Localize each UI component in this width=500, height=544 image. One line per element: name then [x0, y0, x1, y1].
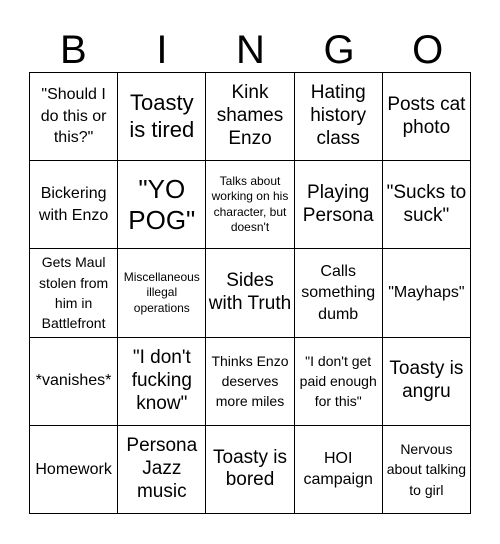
cell-text: Bickering with Enzo: [38, 185, 109, 224]
cell-text: Posts cat photo: [387, 93, 466, 138]
header-letter-g: G: [323, 28, 355, 72]
cell-text: Gets Maul stolen from him in Battlefront: [38, 254, 109, 332]
bingo-cell[interactable]: [30, 426, 118, 514]
bingo-cell[interactable]: [383, 249, 471, 337]
cell-text: "Sucks to suck": [386, 181, 467, 226]
bingo-cell[interactable]: [383, 426, 471, 514]
cell-text: "Mayhaps": [388, 284, 465, 302]
bingo-cell[interactable]: [295, 249, 383, 337]
bingo-cell[interactable]: [295, 426, 383, 514]
bingo-cell[interactable]: [383, 338, 471, 426]
bingo-cell[interactable]: [295, 73, 383, 161]
cell-text: Kink shames Enzo: [216, 82, 284, 149]
bingo-cell[interactable]: [30, 249, 118, 337]
cell-text: Toasty is angru: [389, 358, 464, 403]
cell-text: "YO POG": [128, 173, 196, 235]
bingo-cell[interactable]: [30, 161, 118, 249]
header-letter-b: B: [59, 28, 87, 72]
bingo-cell[interactable]: [118, 426, 206, 514]
bingo-cell[interactable]: [383, 161, 471, 249]
header-letter-i: I: [156, 28, 168, 72]
cell-text: Nervous about talking to girl: [386, 440, 467, 498]
header-letter-o: O: [412, 28, 444, 72]
cell-text: Toasty is tired: [129, 90, 195, 142]
cell-text: Persona Jazz music: [126, 435, 198, 502]
bingo-cell[interactable]: [295, 338, 383, 426]
bingo-cell[interactable]: [118, 249, 206, 337]
bingo-cell[interactable]: [206, 426, 294, 514]
cell-text: *vanishes*: [35, 372, 112, 390]
cell-text: "I don't fucking know": [131, 347, 192, 414]
bingo-cell[interactable]: [295, 161, 383, 249]
bingo-cell[interactable]: [383, 73, 471, 161]
cell-text: Toasty is bored: [213, 446, 287, 491]
bingo-cell[interactable]: [118, 338, 206, 426]
bingo-cell[interactable]: [206, 338, 294, 426]
bingo-cell[interactable]: [118, 161, 206, 249]
bingo-grid: [29, 72, 471, 514]
cell-text: Sides with Truth: [208, 270, 292, 314]
cell-text: Homework: [35, 460, 112, 478]
bingo-cell[interactable]: [118, 73, 206, 161]
header-letter-n: N: [236, 28, 265, 72]
bingo-cell[interactable]: [206, 161, 294, 249]
cell-text: Miscellaneous illegal operations: [123, 269, 200, 315]
cell-text: "I don't get paid enough for this": [299, 352, 377, 410]
cell-text: HOI campaign: [303, 449, 373, 489]
cell-text: Talks about working on his character, but doesn't: [211, 173, 289, 235]
cell-text: Playing Persona: [302, 181, 374, 226]
cell-text: Hating history class: [310, 82, 367, 149]
cell-text: Thinks Enzo deserves more miles: [211, 352, 289, 410]
bingo-cell[interactable]: [206, 249, 294, 337]
bingo-cell[interactable]: [30, 338, 118, 426]
bingo-cell[interactable]: [206, 73, 294, 161]
bingo-header: [29, 28, 472, 72]
bingo-cell[interactable]: [30, 73, 118, 161]
cell-text: "Should I do this or this?": [40, 86, 107, 147]
cell-text: Calls something dumb: [301, 262, 376, 323]
